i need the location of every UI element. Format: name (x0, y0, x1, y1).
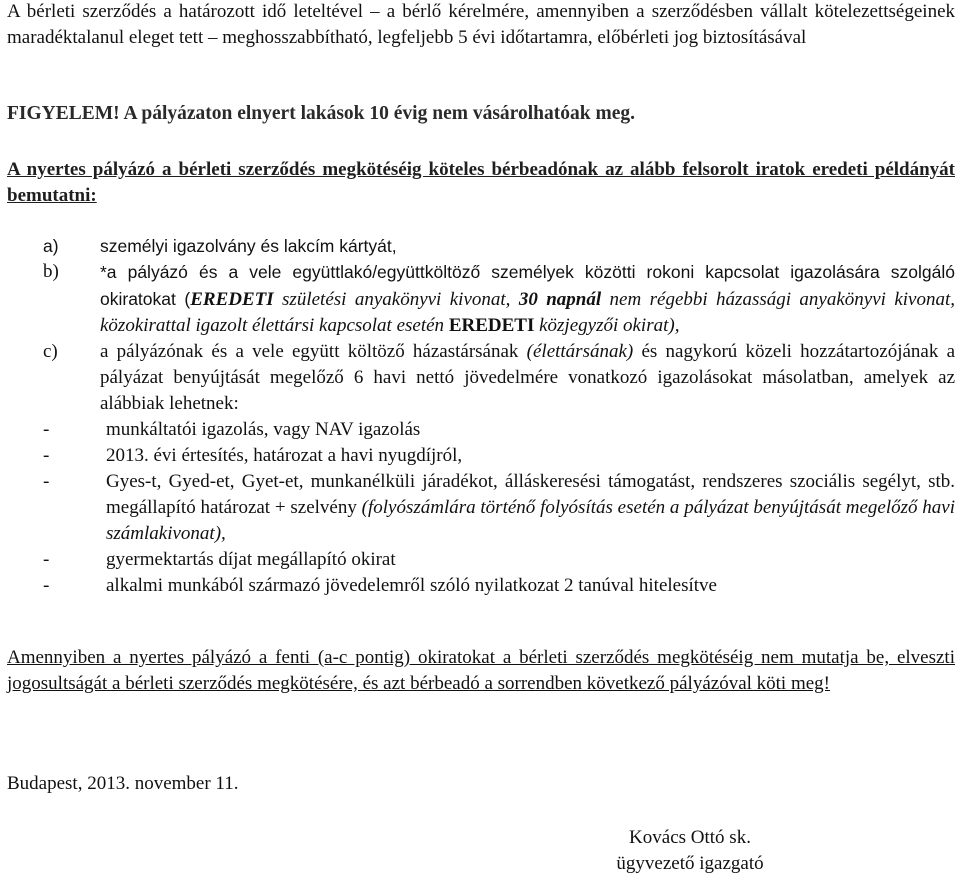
list-label-a: a) (43, 236, 59, 256)
sub-item-dash: - (43, 471, 50, 492)
sub-item-4 (43, 547, 955, 573)
sub-item-dash: - (43, 575, 50, 596)
sub-item-5 (43, 573, 955, 599)
sub-item-text: alkalmi munkából származó jövedelemről szóló nyilatkozat 2 tanúval hitelesítve (106, 575, 717, 596)
list-text-c-2: (élettársának) (526, 341, 634, 362)
sub-item-text-italic: (folyószámlára történő folyósítás esetén a pályázat benyújtását megelőző havi számlakivonat), (106, 497, 956, 544)
signatory-title: ügyvezető igazgató (616, 853, 764, 874)
sub-item-1 (43, 417, 955, 443)
list-text-a: személyi igazolvány és lakcím kártyát, (100, 236, 397, 256)
signatory-name: Kovács Ottó sk. (629, 827, 751, 848)
signature-block (585, 825, 795, 877)
list-item-b (43, 259, 955, 339)
sub-item-text: Gyes-t, Gyed-et, Gyet-et, munkanélküli járadékot, álláskeresési támogatást, rendszeres szociális segélyt, stb. megállapító határozat + szelvény (106, 471, 955, 518)
warning-notice: FIGYELEM! A pályázaton elnyert lakások 10 évig nem vásárolhatóak meg. (7, 103, 635, 124)
document-date: Budapest, 2013. november 11. (7, 773, 239, 794)
list-text-b-4: 30 napnál (518, 289, 602, 310)
list-text-c-3: és nagykorú közeli hozzátartozójának a pályázat benyújtását megelőző 6 havi nettó jövedelmére vonatkozó igazolásokat másolatban, amelyek az alábbiak lehetnek: (100, 341, 956, 414)
sub-item-dash: - (43, 445, 50, 466)
sub-item-dash: - (43, 549, 50, 570)
list-item-a (43, 233, 955, 259)
list-label-c: c) (43, 341, 58, 362)
intro-paragraph: A bérleti szerződés a határozott idő leteltével – a bérlő kérelmére, amennyiben a szerződésben vállalt kötelezettségeinek maradéktalanul eleget tett – meghosszabbítható, legfeljebb 5 évi időtartamra, előbérleti jog biztosításával (7, 1, 955, 48)
sub-item-3 (43, 469, 955, 547)
sub-item-text: gyermektartás díjat megállapító okirat (106, 549, 396, 570)
sub-item-2 (43, 443, 955, 469)
list-text-b-5: nem régebbi házassági anyakönyvi kivonat, közokirattal igazolt élettársi kapcsolat esetén (100, 289, 956, 336)
list-text-c-1: a pályázónak és a vele együtt költöző házastársának (100, 341, 527, 362)
closing-paragraph: Amennyiben a nyertes pályázó a fenti (a-c pontig) okiratokat a bérleti szerződés megkötéséig nem mutatja be, elveszti jogosultságát a bérleti szerződés megkötésére, és azt bérbeadó a sorrendben következő pályázóval köti meg! (7, 647, 955, 694)
sub-item-dash: - (43, 419, 50, 440)
sub-item-text: munkáltatói igazolás, vagy NAV igazolás (106, 419, 421, 440)
list-item-c (43, 339, 955, 417)
sub-item-text: 2013. évi értesítés, határozat a havi nyugdíjról, (106, 445, 463, 466)
document-list (43, 233, 955, 599)
list-text-b-2: EREDETI (190, 289, 274, 310)
list-label-b: b) (43, 261, 59, 282)
list-text-b-6: EREDETI (448, 315, 535, 336)
list-text-b-7: közjegyzői okirat), (534, 315, 680, 336)
obligation-heading: A nyertes pályázó a bérleti szerződés megkötéséig köteles bérbeadónak az alább felsorolt iratok eredeti példányát bemutatni: (7, 159, 955, 206)
list-text-b-3: születési anyakönyvi kivonat, (273, 289, 519, 310)
list-text-b-1: *a pályázó és a vele együttlakó/együttköltöző személyek közötti rokoni kapcsolat igazolására szolgáló okiratokat ( (100, 262, 955, 309)
